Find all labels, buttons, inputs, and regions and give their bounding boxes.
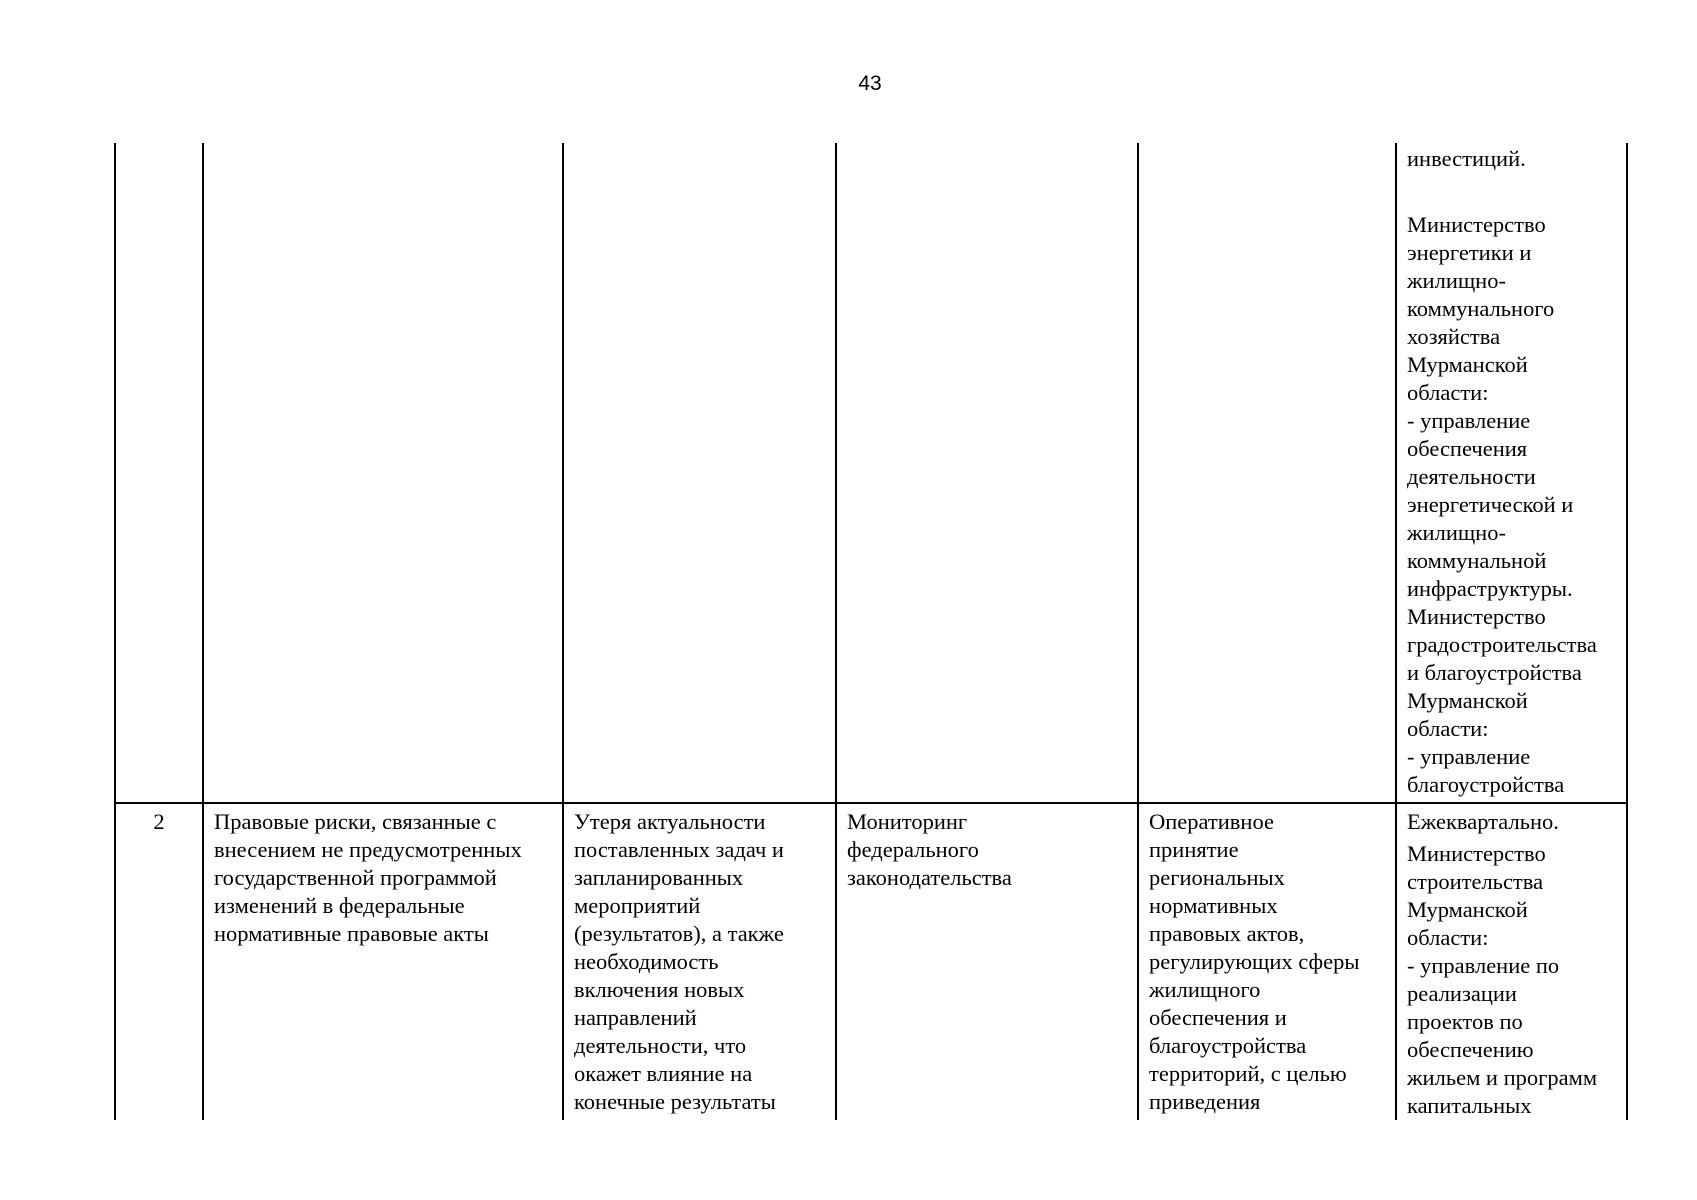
continued-number-cell <box>115 143 203 803</box>
text-line: изменений в федеральные <box>214 893 465 918</box>
text-line: окажет влияние на <box>574 1061 753 1086</box>
text-line: инфраструктуры. <box>1407 576 1573 601</box>
text-line: и благоустройства <box>1407 660 1582 685</box>
text-line: строительства <box>1407 869 1544 894</box>
paragraph-gap <box>1407 173 1616 211</box>
text-line: проектов по <box>1407 1009 1523 1034</box>
risk-table <box>114 143 1628 1120</box>
text-line: нормативных <box>1149 893 1278 918</box>
text-line: регулирующих сферы <box>1149 949 1360 974</box>
continued-risk-cell <box>203 143 563 803</box>
text-line: Министерство <box>1407 841 1546 866</box>
text-line: жилищного <box>1149 977 1261 1002</box>
text-line: обеспечения <box>1407 436 1528 461</box>
text-line: деятельности, что <box>574 1033 747 1058</box>
text-line: реализации <box>1407 981 1517 1006</box>
frequency-text: Ежеквартально. <box>1407 809 1559 834</box>
text-line: территорий, с целью <box>1149 1061 1347 1086</box>
text-line: энергетики и <box>1407 240 1532 265</box>
text-line: Оперативное <box>1149 809 1274 834</box>
text-line: запланированных <box>574 865 744 890</box>
text-line: федерального <box>847 837 979 862</box>
text-line: Мурманской <box>1407 688 1528 713</box>
text-line: - управление по <box>1407 953 1560 978</box>
measures-cell <box>1138 803 1396 1120</box>
text-line: благоустройства <box>1407 772 1565 797</box>
text-line: области: <box>1407 380 1489 405</box>
text-line: капитальных <box>1407 1093 1532 1118</box>
text-line: поставленных задач и <box>574 837 784 862</box>
text-line: обеспечению <box>1407 1037 1534 1062</box>
text-line: (результатов), а также <box>574 921 784 946</box>
text-line: необходимость <box>574 949 719 974</box>
table-row-continued <box>115 143 1627 803</box>
text-line: градостроительства <box>1407 632 1597 657</box>
text-line: деятельности <box>1407 464 1536 489</box>
continued-monitoring-cell <box>836 143 1138 803</box>
text-line: коммунального <box>1407 296 1555 321</box>
text-line: конечные результаты <box>574 1089 776 1114</box>
continued-responsible-lines-after <box>1407 211 1616 799</box>
responsible-lines <box>1407 840 1616 1120</box>
text-line: жилищно- <box>1407 268 1506 293</box>
text-line: области: <box>1407 716 1489 741</box>
text-line: Мониторинг <box>847 809 968 834</box>
text-line: Правовые риски, связанные с <box>214 809 497 834</box>
text-line: жильем и программ <box>1407 1065 1598 1090</box>
text-line: хозяйства <box>1407 324 1501 349</box>
text-line: включения новых <box>574 977 745 1002</box>
row-number-cell: 2 <box>115 803 203 1120</box>
text-line: энергетической и <box>1407 492 1574 517</box>
text-line: благоустройства <box>1149 1033 1307 1058</box>
text-line: области: <box>1407 925 1489 950</box>
text-line: мероприятий <box>574 893 701 918</box>
text-line: направлений <box>574 1005 697 1030</box>
text-line: Мурманской <box>1407 897 1528 922</box>
text-line: Мурманской <box>1407 352 1528 377</box>
text-line: внесением не предусмотренных <box>214 837 522 862</box>
continued-measures-cell <box>1138 143 1396 803</box>
text-line: Министерство <box>1407 604 1546 629</box>
risk-consequence-cell <box>563 803 836 1120</box>
responsible-cell <box>1396 803 1627 1120</box>
table-row-2 <box>115 803 1627 1120</box>
text-line: - управление <box>1407 408 1531 433</box>
text-line: Министерство <box>1407 212 1546 237</box>
text-line: Утеря актуальности <box>574 809 766 834</box>
text-line: нормативные правовые акты <box>214 921 489 946</box>
text-line: коммунальной <box>1407 548 1547 573</box>
continued-responsible-cell <box>1396 143 1627 803</box>
text-line: правовых актов, <box>1149 921 1305 946</box>
text-line: государственной программой <box>214 865 497 890</box>
text-line: региональных <box>1149 865 1285 890</box>
risk-consequence-lines <box>574 808 825 1116</box>
text-line: принятие <box>1149 837 1239 862</box>
risk-description-lines <box>214 808 552 948</box>
continued-consequence-cell <box>563 143 836 803</box>
risk-description-cell <box>203 803 563 1120</box>
monitoring-lines <box>847 808 1127 892</box>
text-line: жилищно- <box>1407 520 1506 545</box>
text-line: инвестиций. <box>1407 146 1526 171</box>
text-line: обеспечения и <box>1149 1005 1287 1030</box>
monitoring-cell <box>836 803 1138 1120</box>
text-line: приведения <box>1149 1089 1261 1114</box>
text-line: законодательства <box>847 865 1012 890</box>
continued-responsible-lines-before <box>1407 145 1616 173</box>
text-line: - управление <box>1407 744 1531 769</box>
page-number: 43 <box>858 72 882 95</box>
measures-lines <box>1149 808 1385 1116</box>
